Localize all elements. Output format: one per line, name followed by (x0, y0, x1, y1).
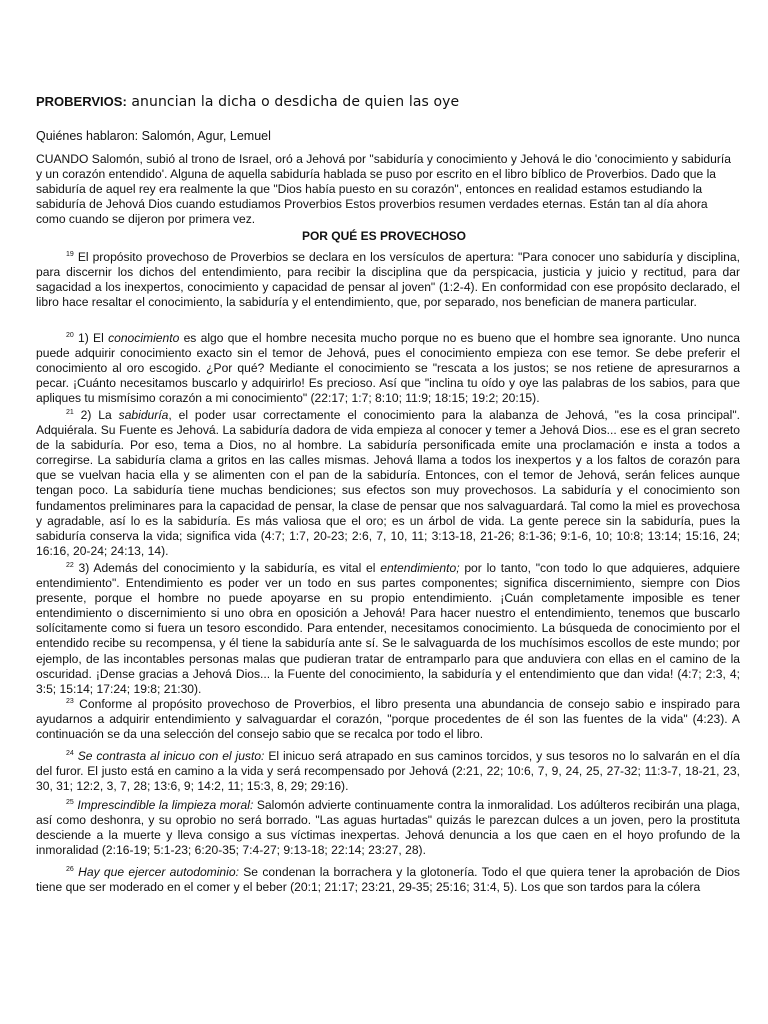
speakers-line: Quiénes hablaron: Salomón, Agur, Lemuel (36, 129, 271, 143)
paragraph-text: Se condenan la borrachera y la glotonería. Todo el que quiera tener la aprobación de Dios tiene que ser moderado en el comer y el beber (20:1; 21:17; 23:21, 29-35; 25:16; 31:4, 5). Los que son tardos para la cólera (36, 865, 740, 895)
paragraph-number: 22 (66, 562, 74, 569)
paragraph-25 (36, 798, 740, 858)
intro-paragraph: CUANDO Salomón, subió al trono de Israel, oró a Jehová por "sabiduría y conocimiento y Jehová le dio 'conocimiento y sabiduría y un corazón entendido'. Alguna de aquella sabiduría hablada se puso por escrito en el libro bíblico de Proverbios. Dado que la sabiduría de aquel rey era realmente la que "Dios había puesto en su corazón", entonces en realidad estamos estudiando la sabiduría de Jehová Dios cuando estudiamos Proverbios Estos proverbios resumen verdades eternas. Están tan al día ahora como cuando se dijeron por primera vez. (36, 152, 731, 227)
paragraph-lead: 1) El (73, 331, 109, 345)
paragraph-22 (36, 561, 740, 697)
paragraph-number: 26 (66, 866, 74, 873)
paragraph-number: 21 (66, 409, 74, 416)
paragraph-term: sabiduría (118, 408, 169, 422)
paragraph-21 (36, 408, 740, 559)
paragraph-24 (36, 749, 740, 794)
title-lead: PROBERVIOS: (36, 94, 127, 109)
paragraph-term: Imprescindible la limpieza moral: (77, 798, 254, 812)
paragraph-23 (36, 697, 740, 742)
paragraph-text: El inicuo será atrapado en sus caminos torcidos, y sus tesoros no lo salvarán en el día del furor. El justo está en camino a la vida y será recompensado por Jehová (2:21, 22; 10:6, 7, 9, 24, 25, 27-32; 11:3-7, 18-21, 23, 30, 31; 12:2, 3, 7, 28; 13:6, 9; 14:2, 11; 15:3, 8, 29; 29:16). (36, 749, 740, 794)
section-heading: POR QUÉ ES PROVECHOSO (301, 229, 467, 243)
paragraph-text: es algo que el hombre necesita mucho porque no es bueno que el hombre sea ignorante. Uno nunca puede adquirir conocimiento exacto sin el temor de Jehová, pues el conocimiento empieza con ese temor. Se debe preferir el conocimiento al oro escogido. ¿Por qué? Mediante el conocimiento se "rescata a los justos; se nos retiene de apresurarnos a pecar. ¡Cuánto necesitamos buscarlo y adquirirlo! Es precioso. Así que "inclina tu oído y oye las palabras de los sabios, para que apliques tu mismísimo corazón a mi conocimiento" (22:17; 1:7; 8:10; 11:9; 18:15; 19:2; 20:15). (36, 331, 740, 406)
paragraph-term: conocimiento (108, 331, 180, 345)
paragraph-number: 19 (66, 251, 74, 258)
paragraph-number: 23 (66, 698, 74, 705)
paragraph-text: por lo tanto, "con todo lo que adquieres, adquiere entendimiento". Entendimiento es poder ver un todo en sus partes componentes; significa discernimiento, siempre con Dios presente, porque el hombre no puede apoyarse en su propio entendimiento. ¡Cuán completamente imposible es tener entendimiento o discernimiento si uno obra en oposición a Jehová! Para hacer nuestro el entendimiento, tenemos que buscarlo solícitamente como si fuera un tesoro escondido. Para entender, necesitamos conocimiento. La búsqueda de conocimiento por el entendido recibe su recompensa, y él tiene la sabiduría ante sí. Se le salvaguarda de los muchísimos escollos de este mundo; por ejemplo, de las incontables personas malas que pudieran tratar de entramparlo para que anduviera con ellas en el camino de la oscuridad. ¡Dense gracias a Jehová Dios... la Fuente del conocimiento, la sabiduría y el entendimiento que dan vida! (4:7; 2:3, 4; 3:5; 15:14; 17:24; 19:8; 21:30). (36, 561, 741, 696)
paragraph-text: Conforme al propósito provechoso de Proverbios, el libro presenta una abundancia de consejo sabio e inspirado para ayudarnos a adquirir entendimiento y salvaguardar el corazón, "porque procedentes de él son las fuentes de la vida" (4:23). A continuación se da una selección del consejo sabio que se recalca por todo el libro. (36, 697, 740, 742)
page-title (36, 93, 459, 111)
paragraph-19 (36, 250, 740, 310)
title-subtitle: anuncian la dicha o desdicha de quien las oye (126, 94, 460, 110)
paragraph-text: Salomón advierte continuamente contra la inmoralidad. Los adúlteros recibirán una plaga, así como deshonra, y su oprobio no será borrado. "Las aguas hurtadas" quizás le parezcan dulces a un joven, pero la prostituta desciende a la muerte y lleva consigo a sus víctimas inexpertas. Jehová denuncia a los que caen en el hoyo profundo de la inmoralidad (2:16-19; 5:1-23; 6:20-35; 7:4-27; 9:13-18; 22:14; 23:27, 28). (36, 798, 740, 858)
paragraph-text: El propósito provechoso de Proverbios se declara en los versículos de apertura: "Para conocer uno sabiduría y disciplina, para discernir los dichos del entendimiento, para recibir la disciplina que da perspicacia, justicia y juicio y rectitud, para dar sagacidad a los inexpertos, conocimiento y capacidad de pensar al joven" (1:2-4). En conformidad con ese propósito declarado, el libro hace resaltar el conocimiento, la sabiduría y el entendimiento, que, por separado, nos benefician de manera particular. (36, 250, 740, 310)
paragraph-term: entendimiento; (380, 561, 460, 575)
paragraph-number: 24 (66, 750, 74, 757)
paragraph-26 (36, 865, 740, 895)
paragraph-number: 25 (66, 799, 74, 806)
paragraph-lead: 3) Además del conocimiento y la sabiduría, es vital el (73, 561, 381, 575)
paragraph-text: , el poder usar correctamente el conocimiento para la alabanza de Jehová, "es la cosa principal". Adquiérala. Su Fuente es Jehová. La sabiduría dadora de vida empieza al conocer y temer a Jehová Dios... ese es el gran secreto de la sabiduría. Por eso, tema a Dios, no al hombre. La sabiduría personificada emite una proclamación e insta a todos a corregirse. La sabiduría clama a gritos en las calles mismas. Jehová llama a todos los inexpertos y a los faltos de corazón para que se vuelvan hacia ella y se alimenten con el pan de la sabiduría. Entonces, con el temor de Jehová, serán felices aunque tengan poco. La sabiduría tiene muchas bendiciones; sus efectos son muy provechosos. La sabiduría y el conocimiento son fundamentos preliminares para la capacidad de pensar, la clase de pensar que nos salvaguardará. Tal como la miel es provechosa y agradable, así lo es la sabiduría. Es más valiosa que el oro; es un árbol de vida. La gente perece sin la sabiduría, pues la sabiduría conserva la vida; significa vida (4:7; 1:7, 20-23; 2:6, 7, 10, 11; 3:13-18, 21-26; 8:1-36; 9:1-6, 10; 10:8; 13:14; 15:16, 24; 16:16, 20-24; 24:13, 14). (36, 408, 740, 558)
paragraph-lead: 2) La (73, 408, 119, 422)
paragraph-20 (36, 331, 740, 406)
paragraph-term: Hay que ejercer autodominio: (78, 865, 239, 879)
paragraph-term: Se contrasta al inicuo con el justo: (77, 749, 265, 763)
paragraph-number: 20 (66, 332, 74, 339)
